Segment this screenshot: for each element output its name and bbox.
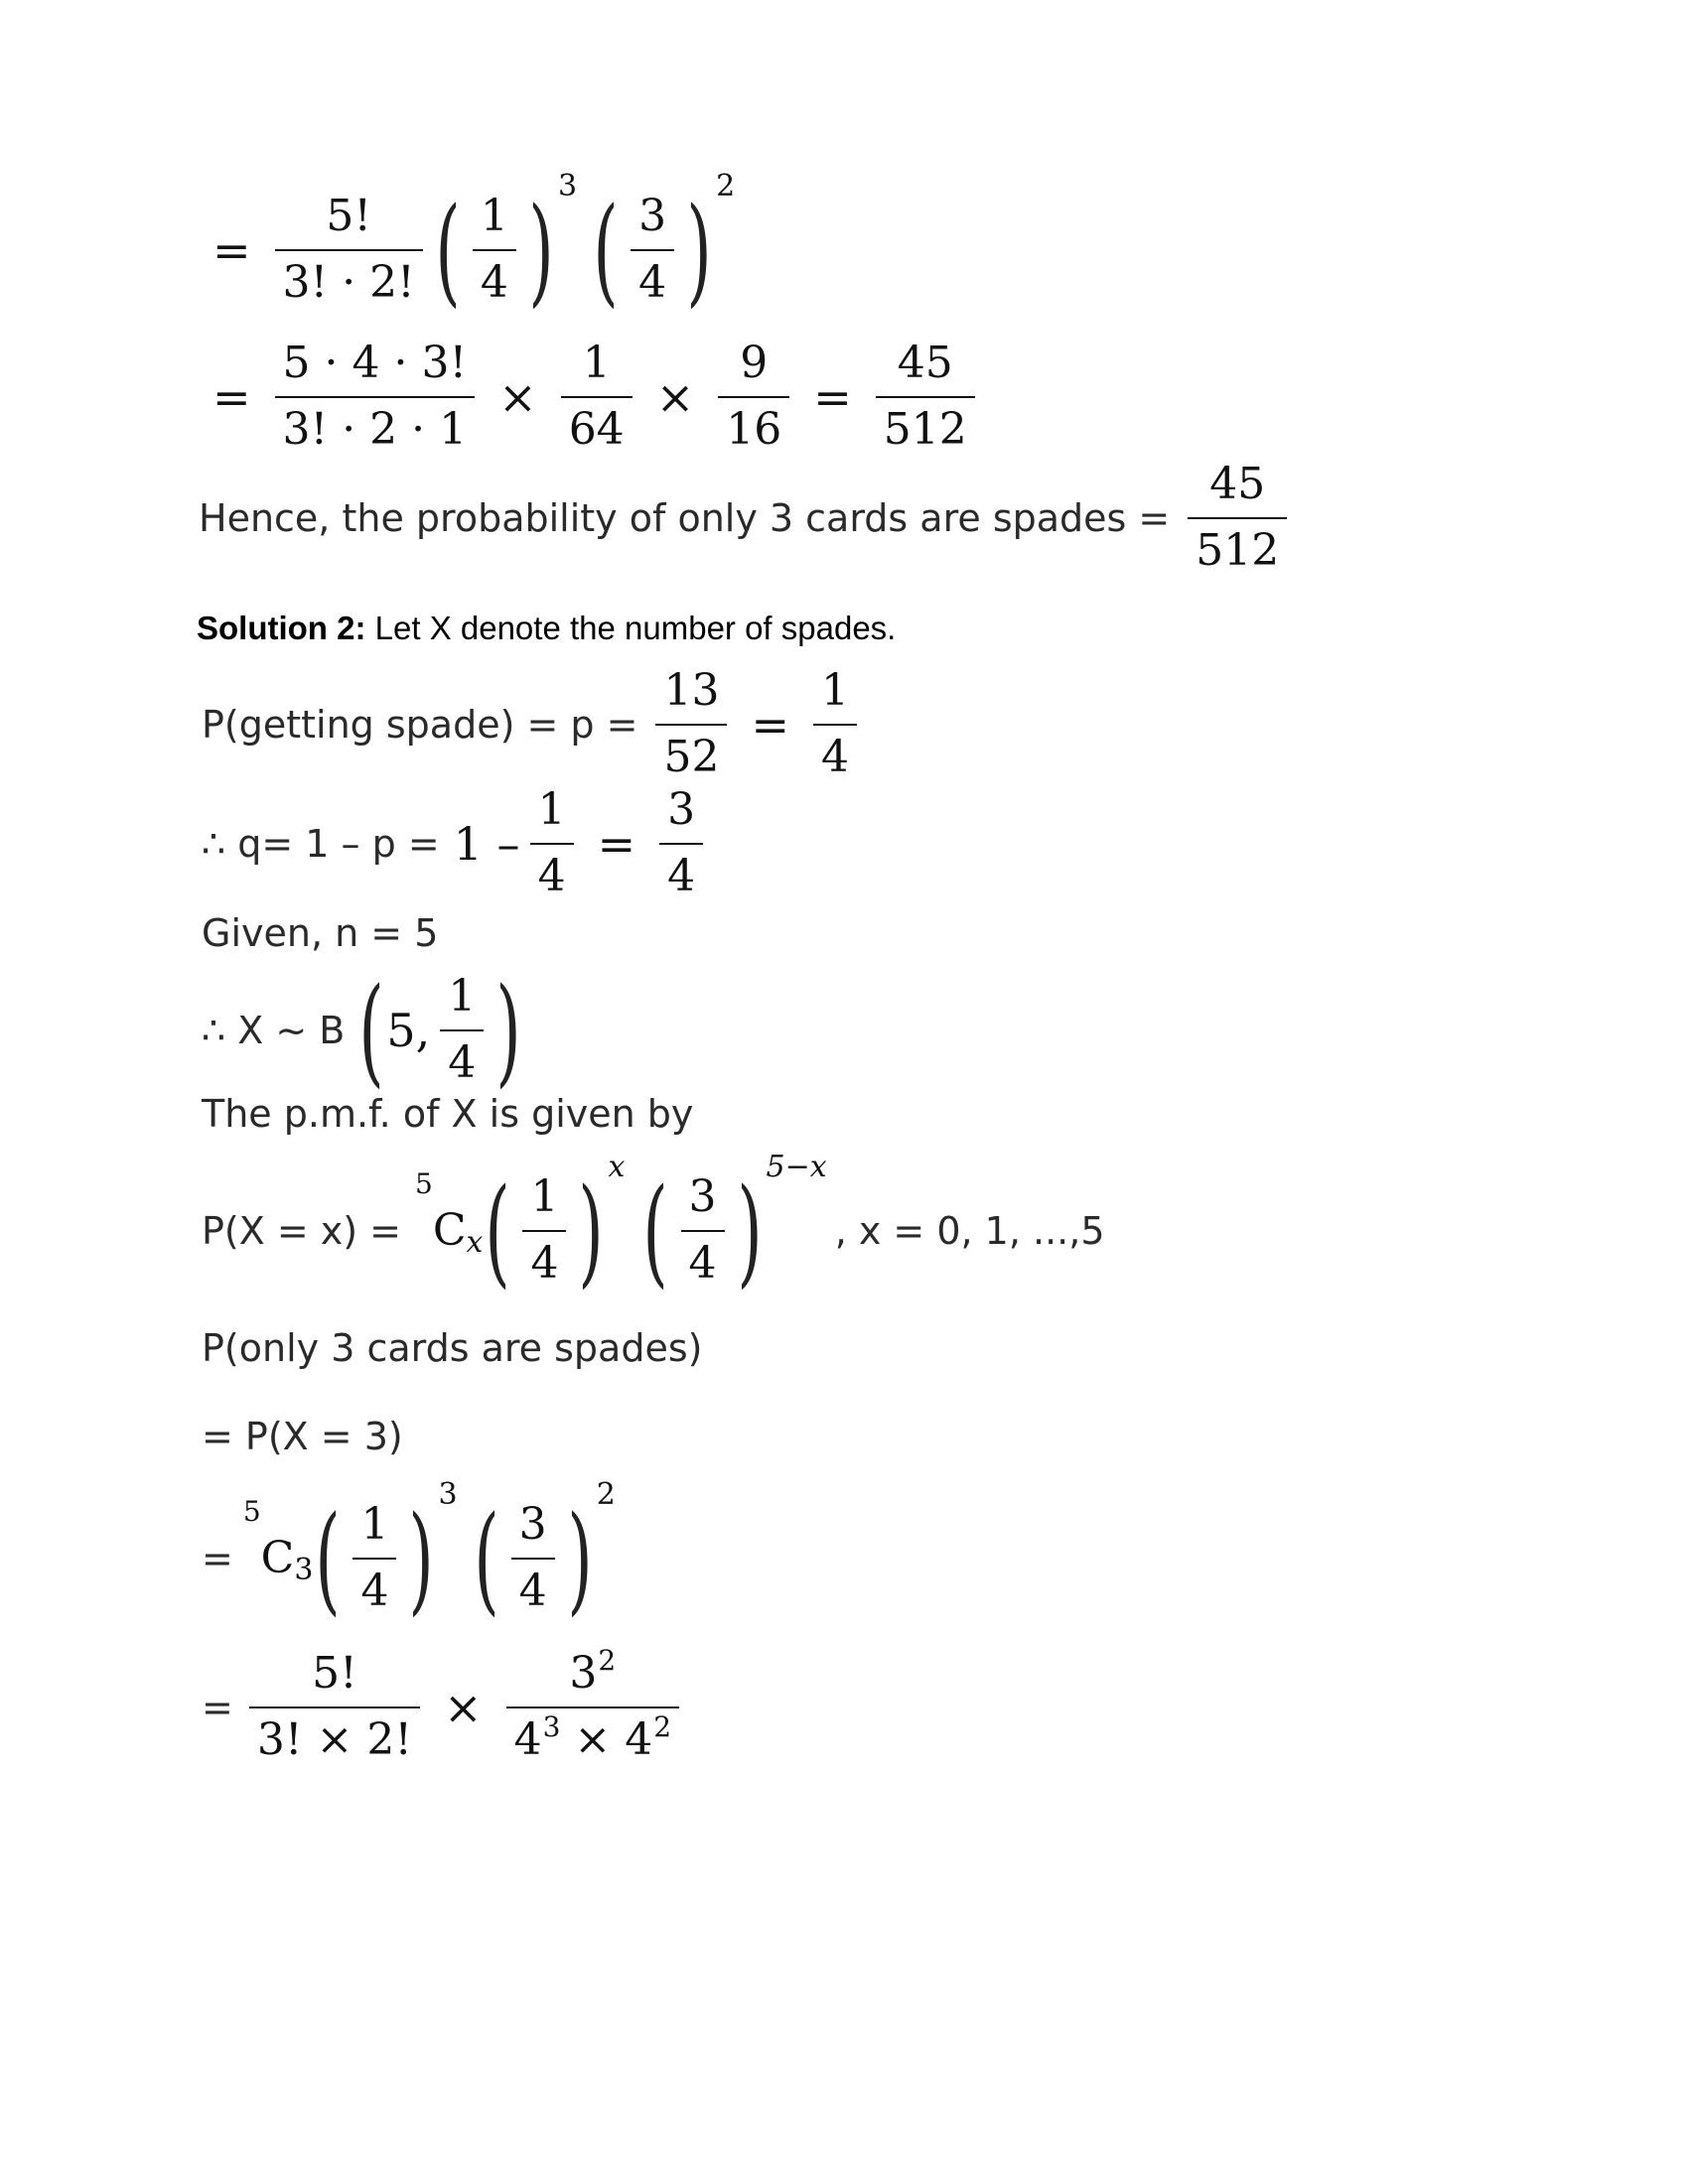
only-three-line: P(only 3 cards are spades) [202,1326,703,1370]
times-sign: × [655,369,695,424]
conclusion-line [199,459,1297,578]
power-term-three-quarters: ( $\frac{3}{4}$ ) 2 [593,169,736,319]
exponent: 2 [716,169,736,204]
equals-sign: = [212,369,251,424]
probability-q-line: ∴ q= 1 – p = 1 – $\frac{1}{4}$ = $\frac{3}{4}$ [202,784,713,903]
given-line: Given, n = 5 [202,911,439,955]
conclusion-fraction: $\frac{45}{512}$ [1188,459,1287,578]
factorial-fraction: $\frac{5!}{3! \cdot 2!}$ [275,191,423,310]
power-term-one-quarter: ( $\frac{1}{4}$ ) 3 [435,169,578,319]
px-equals-three-line: = P(X = 3) [202,1415,403,1458]
binomial-expansion-line [199,169,736,319]
combination-line: = 5 C 3 ( $\frac{1}{4}$ ) 3 ( $\frac{3}{4}$ ) 2 [202,1477,616,1627]
equals-sign: = [212,222,251,277]
exponent: 3 [557,169,578,204]
solution-2-heading [197,610,896,647]
pmf-formula-line: P(X = x) = 5 C x ( $\frac{1}{4}$ ) x ( $\frac{3}{4}$ ) 5−x , x = 0, 1, ...,5 [202,1150,1105,1299]
solution-text: Let X denote the number of spades. [365,610,897,646]
distribution-line: ∴ X ~ B ( 5, $\frac{1}{4}$ ) [202,961,521,1099]
pmf-intro-line: The p.m.f. of X is given by [202,1092,694,1136]
probability-p-line: P(getting spade) = p = $\frac{13}{52}$ = $\frac{1}{4}$ [202,665,867,784]
result-fraction: $\frac{45}{512}$ [876,338,975,457]
simplification-line: = $\frac{5 \cdot 4 \cdot 3!}{3! \cdot 2 \cdot 1}$ × $\frac{1}{64}$ × $\frac{9}{16}$ = $\frac{45}{512}$ [199,338,985,457]
conclusion-text: Hence, the probability of only 3 cards are spades = [199,495,1171,540]
solution-label: Solution 2: [197,610,366,646]
equals-sign: = [813,369,852,424]
times-sign: × [498,369,537,424]
final-expression-line: = $\frac{5!}{3! \times 2!}$ × $\frac{3^2}{4^3 \times 4^2}$ [202,1648,689,1767]
